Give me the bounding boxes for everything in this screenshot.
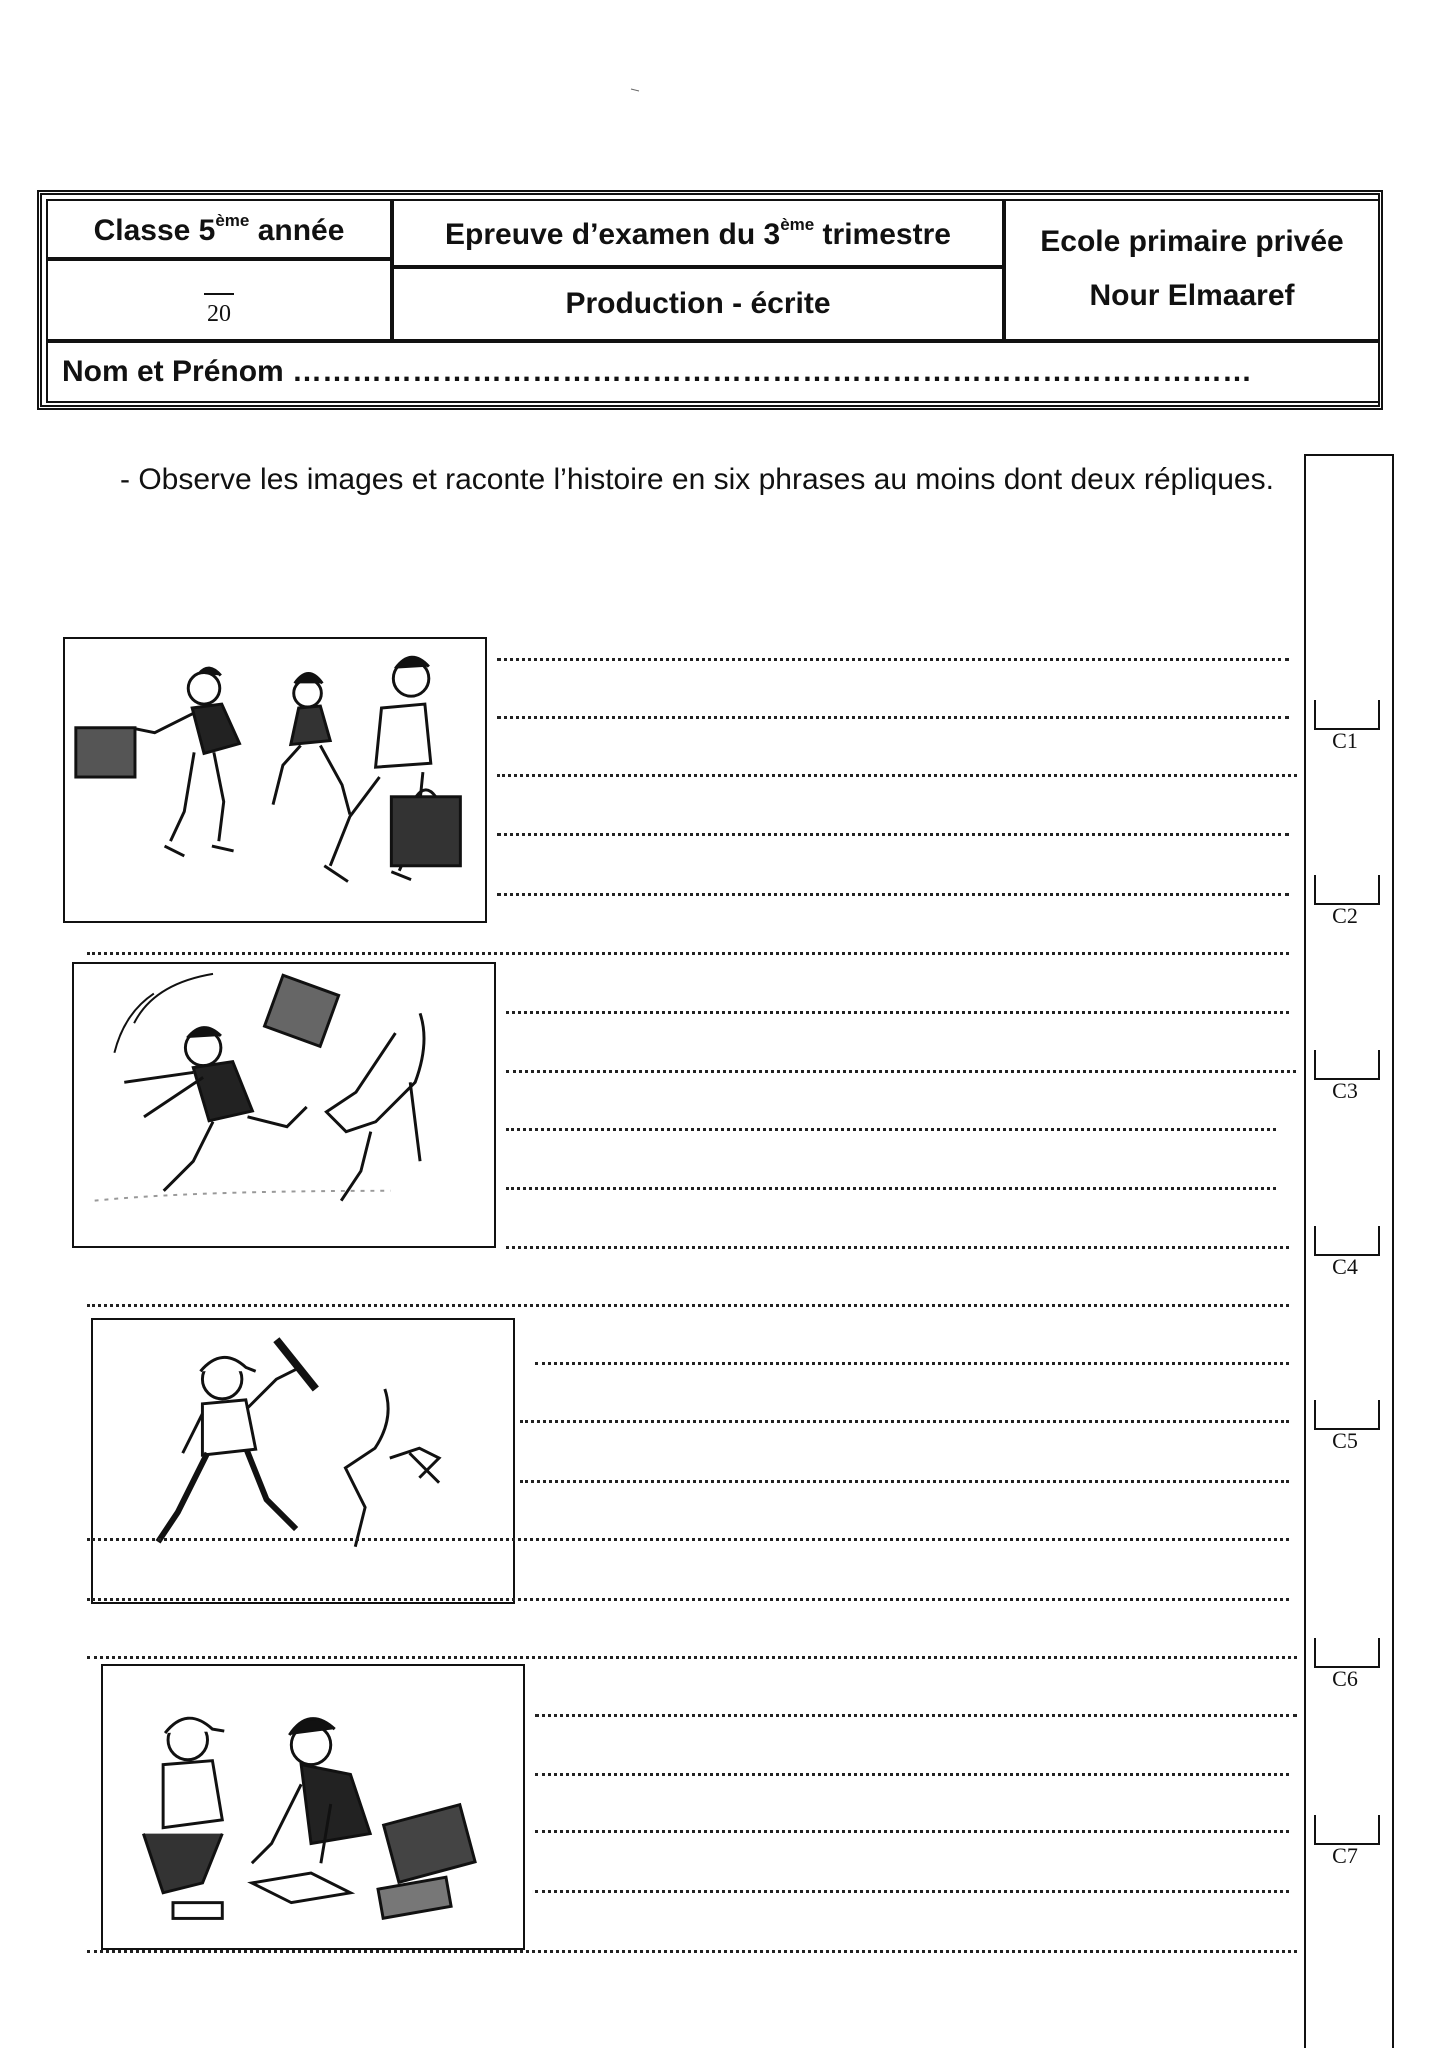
boy-chased-by-dog-picture (72, 962, 496, 1248)
writing-line[interactable] (87, 1950, 1297, 1953)
writing-line[interactable] (497, 716, 1289, 719)
writing-line[interactable] (506, 1070, 1296, 1073)
writing-line[interactable] (87, 1598, 1289, 1601)
writing-line[interactable] (87, 1656, 1297, 1659)
name-field-label: Nom et Prénom …………………………………………………………………………………… (62, 355, 1253, 388)
criterion-c6: C6 (1306, 1638, 1384, 1688)
writing-line[interactable] (506, 1187, 1276, 1190)
score-box[interactable] (1314, 875, 1380, 905)
writing-line[interactable] (535, 1714, 1297, 1717)
score-box[interactable] (1314, 700, 1380, 730)
score-cell (46, 259, 392, 341)
name-cell (46, 341, 1380, 403)
instruction-text: - Observe les images et raconte l’histoire en six phrases au moins dont deux répliques. (120, 463, 1274, 496)
writing-line[interactable] (506, 1011, 1289, 1014)
score-box[interactable] (1314, 1400, 1380, 1430)
exam-header-table (37, 190, 1383, 410)
boy-falling-dog-chasing-icon (74, 964, 494, 1246)
boy-with-stick-dog-picture (91, 1318, 515, 1604)
exam-title-cell (392, 199, 1004, 267)
writing-line[interactable] (497, 833, 1289, 836)
exam-title: Epreuve d’examen du 3ème trimestre (445, 215, 951, 251)
class-cell (46, 199, 392, 259)
school-name: Nour Elmaaref (1089, 279, 1295, 312)
criterion-c4: C4 (1306, 1226, 1384, 1276)
writing-line[interactable] (497, 893, 1289, 896)
criterion-c7: C7 (1306, 1815, 1384, 1865)
writing-line[interactable] (87, 1304, 1289, 1307)
writing-line[interactable] (87, 1538, 1289, 1541)
score-box[interactable] (1314, 1050, 1380, 1080)
writing-line[interactable] (535, 1362, 1289, 1365)
score-box[interactable] (1314, 1815, 1380, 1845)
score-box[interactable] (1314, 1638, 1380, 1668)
writing-line[interactable] (535, 1830, 1289, 1833)
writing-line[interactable] (497, 774, 1297, 777)
children-running-to-school-picture (63, 637, 487, 923)
subject-label: Production - écrite (565, 287, 831, 320)
three-children-running-icon (65, 639, 485, 921)
class-label: Classe 5ème année (93, 211, 345, 247)
school-type: Ecole primaire privée (1040, 225, 1344, 258)
fraction-bar (204, 293, 234, 295)
writing-line[interactable] (520, 1420, 1289, 1423)
writing-line[interactable] (535, 1890, 1289, 1893)
scan-speck (630, 88, 640, 92)
score-fraction (204, 293, 234, 328)
writing-line[interactable] (506, 1246, 1289, 1249)
criterion-c1: C1 (1306, 700, 1384, 750)
writing-line[interactable] (535, 1773, 1289, 1776)
writing-line[interactable] (87, 952, 1289, 955)
boy-raising-stick-dog-icon (93, 1320, 513, 1602)
writing-line[interactable] (497, 658, 1289, 661)
criterion-c2: C2 (1306, 875, 1384, 925)
children-picking-up-books-picture (101, 1664, 525, 1950)
school-cell (1004, 199, 1380, 341)
score-denominator: 20 (207, 300, 231, 327)
score-box[interactable] (1314, 1226, 1380, 1256)
writing-line[interactable] (520, 1480, 1289, 1483)
writing-line[interactable] (506, 1128, 1276, 1131)
criterion-c3: C3 (1306, 1050, 1384, 1100)
criterion-c5: C5 (1306, 1400, 1384, 1450)
subject-cell (392, 267, 1004, 341)
children-collecting-books-icon (103, 1666, 523, 1948)
